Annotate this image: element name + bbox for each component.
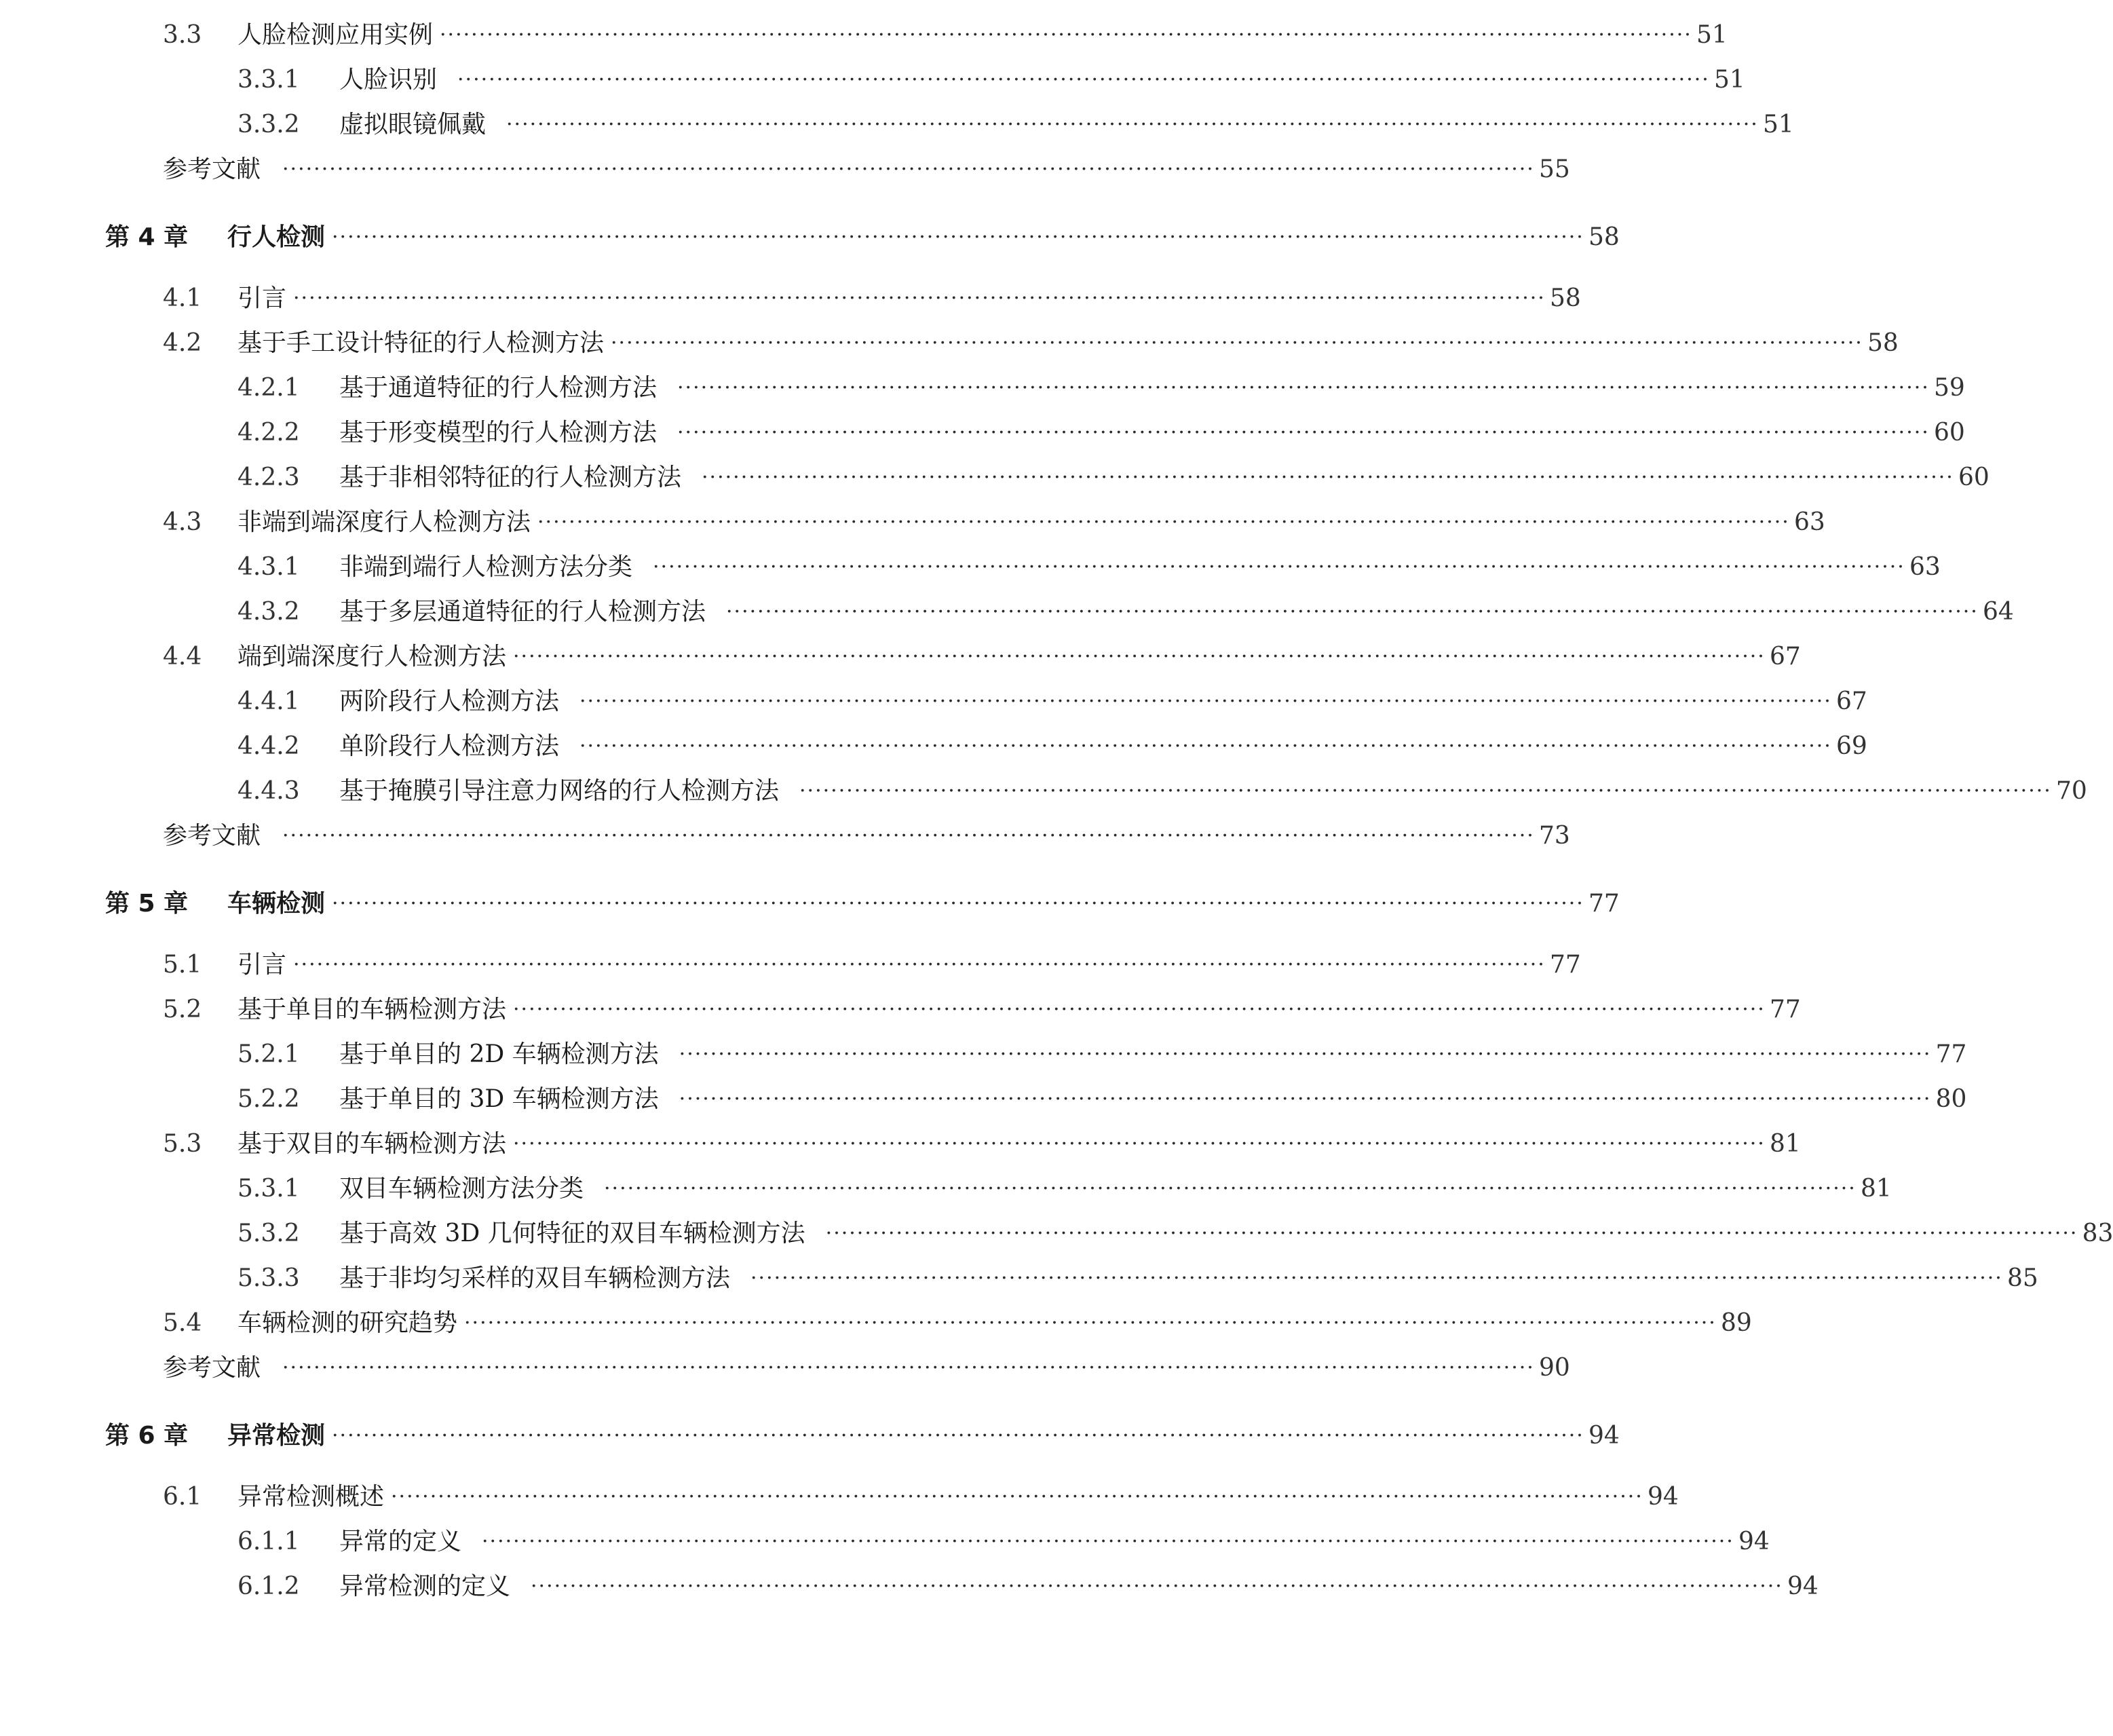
toc-entry-page-number: 89 <box>1720 1309 1752 1337</box>
dot-leader: ································································································································································ <box>679 1087 1932 1111</box>
toc-entry-title: 基于单目的车辆检测方法 <box>237 996 507 1023</box>
toc-entry-page-number: 77 <box>1549 951 1581 979</box>
toc-section-entry[interactable] <box>0 16 1728 54</box>
toc-entry-number: 3.3 <box>163 21 202 49</box>
dot-leader: ································································································································································ <box>677 421 1930 445</box>
toc-section-entry[interactable] <box>0 638 1801 676</box>
toc-entry-number: 5.3.1 <box>237 1175 300 1203</box>
toc-entry-page-number: 67 <box>1769 643 1801 671</box>
toc-entry-page-number: 58 <box>1588 223 1620 251</box>
dot-leader: ································································································································································ <box>391 1485 1643 1509</box>
toc-entry-number: 第 5 章 <box>105 890 189 918</box>
toc-entry-title: 车辆检测的研究趋势 <box>237 1309 458 1337</box>
toc-entry-title: 两阶段行人检测方法 <box>339 687 560 715</box>
dot-leader: ································································································································································ <box>537 510 1790 534</box>
toc-entry-title: 人脸识别 <box>339 66 438 94</box>
toc-entry-title: 基于多层通道特征的行人检测方法 <box>339 598 706 626</box>
toc-reference-entry[interactable] <box>0 817 1570 855</box>
toc-entry-title: 异常的定义 <box>339 1528 462 1555</box>
toc-entry-title: 异常检测概述 <box>237 1483 385 1511</box>
toc-subsection-entry[interactable] <box>0 1080 1967 1118</box>
toc-entry-number: 4.2.2 <box>237 419 300 447</box>
toc-subsection-entry[interactable] <box>0 683 1867 721</box>
toc-entry-title: 基于非均匀采样的双目车辆检测方法 <box>339 1264 731 1292</box>
toc-entry-number: 4.4.2 <box>237 732 300 760</box>
dot-leader: ································································································································································ <box>750 1266 2003 1290</box>
toc-section-entry[interactable] <box>0 991 1801 1029</box>
dot-leader: ································································································································································ <box>702 466 1954 489</box>
toc-reference-entry[interactable] <box>0 1349 1570 1387</box>
dot-leader: ································································································································································ <box>677 376 1930 400</box>
toc-entry-number: 6.1.1 <box>237 1528 300 1555</box>
toc-subsection-entry[interactable] <box>0 728 1867 766</box>
toc-entry-title: 非端到端深度行人检测方法 <box>237 508 531 536</box>
toc-section-entry[interactable] <box>0 946 1581 984</box>
toc-subsection-entry[interactable] <box>0 369 1965 407</box>
toc-entry-page-number: 67 <box>1835 687 1867 715</box>
dot-leader: ································································································································································ <box>464 1311 1717 1335</box>
toc-entry-number: 6.1 <box>163 1483 202 1511</box>
toc-entry-number: 第 6 章 <box>105 1422 189 1450</box>
toc-entry-number: 4.1 <box>163 284 202 312</box>
toc-entry-page-number: 83 <box>2082 1220 2113 1247</box>
toc-subsection-entry[interactable] <box>0 1170 1892 1208</box>
toc-entry-page-number: 94 <box>1647 1483 1679 1511</box>
toc-entry-page-number: 70 <box>2055 777 2087 805</box>
toc-chapter-entry[interactable] <box>0 885 1620 923</box>
toc-entry-page-number: 77 <box>1935 1040 1967 1068</box>
dot-leader: ································································································································································ <box>531 1574 1783 1598</box>
dot-leader: ································································································································································ <box>653 555 1905 579</box>
toc-subsection-entry[interactable] <box>0 1568 1819 1606</box>
dot-leader: ································································································································································ <box>604 1177 1857 1201</box>
toc-entry-page-number: 51 <box>1713 66 1745 94</box>
dot-leader: ································································································································································ <box>579 734 1832 758</box>
toc-chapter-entry[interactable] <box>0 1417 1620 1455</box>
dot-leader: ································································································································································ <box>825 1222 2078 1245</box>
toc-entry-page-number: 90 <box>1538 1354 1570 1382</box>
toc-entry-number: 4.4.3 <box>237 777 300 805</box>
toc-entry-number: 5.3 <box>163 1130 202 1158</box>
toc-section-entry[interactable] <box>0 504 1825 542</box>
dot-leader: ································································································································································ <box>332 225 1584 249</box>
toc-entry-title: 基于非相邻特征的行人检测方法 <box>339 464 682 491</box>
toc-entry-title: 双目车辆检测方法分类 <box>339 1175 584 1203</box>
toc-entry-number: 5.2.2 <box>237 1085 300 1113</box>
toc-entry-number: 5.3.3 <box>237 1264 300 1292</box>
toc-section-entry[interactable] <box>0 1478 1679 1516</box>
toc-entry-page-number: 51 <box>1696 21 1728 49</box>
toc-entry-title: 参考文献 <box>163 822 261 850</box>
toc-entry-page-number: 59 <box>1933 374 1965 402</box>
toc-entry-number: 3.3.2 <box>237 111 300 138</box>
dot-leader: ································································································································································ <box>293 286 1546 310</box>
dot-leader: ································································································································································ <box>293 953 1546 977</box>
toc-entry-number: 5.1 <box>163 951 202 979</box>
dot-leader: ································································································································································ <box>506 113 1759 136</box>
toc-subsection-entry[interactable] <box>0 1523 1770 1561</box>
dot-leader: ································································································································································ <box>799 779 2052 803</box>
dot-leader: ································································································································································ <box>440 23 1692 47</box>
toc-subsection-entry[interactable] <box>0 772 2087 810</box>
dot-leader: ································································································································································ <box>332 892 1584 916</box>
toc-subsection-entry[interactable] <box>0 459 1990 497</box>
toc-section-entry[interactable] <box>0 1125 1801 1163</box>
dot-leader: ································································································································································ <box>726 600 1979 624</box>
toc-entry-page-number: 94 <box>1787 1572 1819 1600</box>
toc-entry-number: 5.2 <box>163 996 202 1023</box>
toc-entry-page-number: 60 <box>1933 419 1965 447</box>
toc-entry-title: 车辆检测 <box>227 890 326 918</box>
toc-reference-entry[interactable] <box>0 151 1570 189</box>
toc-entry-page-number: 55 <box>1538 155 1570 183</box>
toc-entry-page-number: 63 <box>1793 508 1825 536</box>
toc-entry-title: 引言 <box>237 284 287 312</box>
toc-entry-page-number: 58 <box>1549 284 1581 312</box>
toc-entry-title: 基于单目的 2D 车辆检测方法 <box>339 1040 659 1068</box>
toc-entry-title: 基于高效 3D 几何特征的双目车辆检测方法 <box>339 1220 805 1247</box>
toc-entry-number: 5.3.2 <box>237 1220 300 1247</box>
toc-entry-number: 3.3.1 <box>237 66 300 94</box>
toc-entry-number: 第 4 章 <box>105 223 189 251</box>
toc-entry-number: 6.1.2 <box>237 1572 300 1600</box>
toc-subsection-entry[interactable] <box>0 1036 1967 1074</box>
dot-leader: ································································································································································ <box>282 157 1535 181</box>
toc-subsection-entry[interactable] <box>0 61 1745 99</box>
toc-entry-title: 基于双目的车辆检测方法 <box>237 1130 507 1158</box>
toc-entry-page-number: 94 <box>1738 1528 1770 1555</box>
toc-entry-title: 虚拟眼镜佩戴 <box>339 111 487 138</box>
toc-section-entry[interactable] <box>0 280 1581 318</box>
dot-leader: ································································································································································ <box>332 1424 1584 1448</box>
toc-entry-page-number: 60 <box>1958 464 1990 491</box>
toc-entry-number: 4.4 <box>163 643 202 671</box>
toc-entry-page-number: 77 <box>1769 996 1801 1023</box>
toc-entry-number: 5.2.1 <box>237 1040 300 1068</box>
toc-entry-title: 人脸检测应用实例 <box>237 21 434 49</box>
toc-entry-page-number: 81 <box>1860 1175 1892 1203</box>
toc-entry-title: 参考文献 <box>163 155 261 183</box>
toc-entry-title: 非端到端行人检测方法分类 <box>339 553 633 581</box>
toc-entry-title: 异常检测 <box>227 1422 326 1450</box>
dot-leader: ································································································································································ <box>457 68 1710 92</box>
toc-entry-page-number: 81 <box>1769 1130 1801 1158</box>
toc-subsection-entry[interactable] <box>0 414 1965 452</box>
toc-subsection-entry[interactable] <box>0 548 1941 586</box>
toc-entry-page-number: 73 <box>1538 822 1570 850</box>
toc-chapter-entry[interactable] <box>0 219 1620 257</box>
toc-subsection-entry[interactable] <box>0 1260 2038 1298</box>
toc-entry-number: 4.3 <box>163 508 202 536</box>
toc-entry-title: 基于手工设计特征的行人检测方法 <box>237 329 605 357</box>
toc-entry-title: 基于单目的 3D 车辆检测方法 <box>339 1085 659 1113</box>
toc-section-entry[interactable] <box>0 1304 1752 1342</box>
toc-entry-page-number: 85 <box>2006 1264 2038 1292</box>
dot-leader: ································································································································································ <box>513 645 1766 668</box>
toc-subsection-entry[interactable] <box>0 1215 2113 1253</box>
toc-entry-number: 4.3.2 <box>237 598 300 626</box>
toc-entry-number: 4.3.1 <box>237 553 300 581</box>
dot-leader: ································································································································································ <box>513 998 1766 1021</box>
toc-entry-page-number: 58 <box>1867 329 1899 357</box>
toc-entry-title: 行人检测 <box>227 223 326 251</box>
toc-entry-page-number: 69 <box>1835 732 1867 760</box>
toc-entry-page-number: 64 <box>1982 598 2014 626</box>
toc-entry-number: 4.2.1 <box>237 374 300 402</box>
toc-section-entry[interactable] <box>0 324 1899 362</box>
dot-leader: ································································································································································ <box>513 1132 1766 1156</box>
toc-entry-title: 基于通道特征的行人检测方法 <box>339 374 658 402</box>
toc-entry-number: 5.4 <box>163 1309 202 1337</box>
toc-entry-title: 基于形变模型的行人检测方法 <box>339 419 658 447</box>
toc-entry-title: 基于掩膜引导注意力网络的行人检测方法 <box>339 777 780 805</box>
toc-entry-number: 4.2 <box>163 329 202 357</box>
toc-entry-title: 单阶段行人检测方法 <box>339 732 560 760</box>
toc-entry-page-number: 94 <box>1588 1422 1620 1450</box>
toc-entry-number: 4.2.3 <box>237 464 300 491</box>
toc-entry-page-number: 63 <box>1909 553 1941 581</box>
toc-entry-title: 引言 <box>237 951 287 979</box>
toc-subsection-entry[interactable] <box>0 106 1794 144</box>
toc-entry-page-number: 51 <box>1762 111 1794 138</box>
toc-entry-page-number: 77 <box>1588 890 1620 918</box>
toc-subsection-entry[interactable] <box>0 593 2014 631</box>
dot-leader: ································································································································································ <box>282 1356 1535 1380</box>
dot-leader: ································································································································································ <box>679 1042 1932 1066</box>
dot-leader: ································································································································································ <box>579 690 1832 713</box>
toc-entry-page-number: 80 <box>1935 1085 1967 1113</box>
toc-entry-title: 异常检测的定义 <box>339 1572 511 1600</box>
dot-leader: ································································································································································ <box>482 1530 1734 1553</box>
toc-entry-number: 4.4.1 <box>237 687 300 715</box>
dot-leader: ································································································································································ <box>611 331 1863 355</box>
toc-entry-title: 端到端深度行人检测方法 <box>237 643 507 671</box>
toc-entry-title: 参考文献 <box>163 1354 261 1382</box>
dot-leader: ································································································································································ <box>282 824 1535 848</box>
